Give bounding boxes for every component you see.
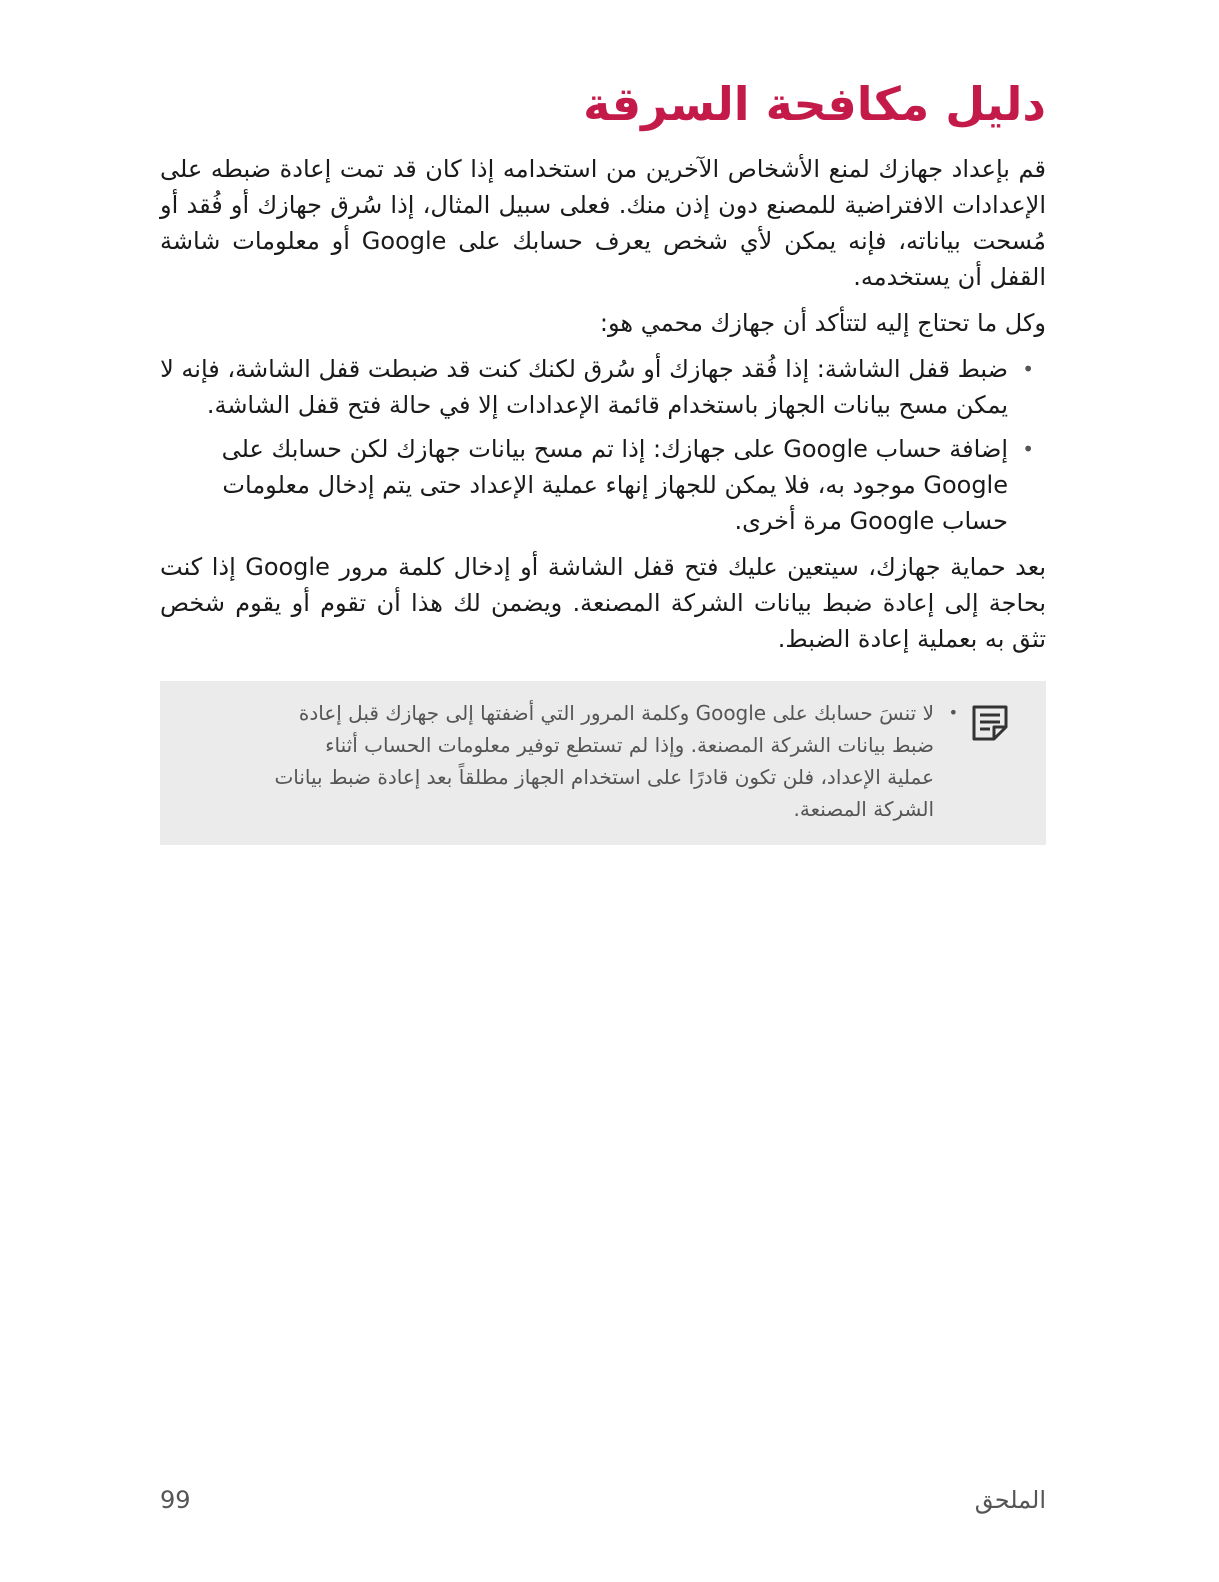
note-box	[160, 681, 1046, 845]
list-item-text: ضبط قفل الشاشة: إذا فُقد جهازك أو سُرق لكنك كنت قد ضبطت قفل الشاشة، فإنه لا يمكن مسح بيانات الجهاز باستخدام قائمة الإعدادات إلا في حالة فتح قفل الشاشة.	[160, 354, 1008, 419]
page-number: 99	[160, 1486, 191, 1514]
note-text: لا تنسَ حسابك على Google وكلمة المرور التي أضفتها إلى جهازك قبل إعادة ضبط بيانات الشركة المصنعة. وإذا لم تستطع توفير معلومات الحساب أثناء عملية الإعداد، فلن تكون قادرًا على استخدام الجهاز مطلقاً بعد إعادة ضبط بيانات الشركة المصنعة.	[274, 700, 934, 821]
page-content	[160, 78, 1046, 845]
page-footer	[160, 1486, 1046, 1526]
list-item	[160, 431, 1034, 539]
page-title: دليل مكافحة السرقة	[583, 77, 1046, 131]
note-list	[272, 697, 1014, 825]
intro-paragraph: قم بإعداد جهازك لمنع الأشخاص الآخرين من استخدامه إذا كان قد تمت إعادة ضبطه على الإعدادات الافتراضية للمصنع دون إذن منك. فعلى سبيل المثال، إذا سُرق جهازك أو فُقد أو مُسحت بياناته، فإنه يمكن لأي شخص يعرف حسابك على Google أو معلومات شاشة القفل أن يستخدمه.	[160, 154, 1046, 291]
requirements-list	[160, 351, 1046, 539]
closing-paragraph: بعد حماية جهازك، سيتعين عليك فتح قفل الشاشة أو إدخال كلمة مرور Google إذا كنت بحاجة إلى إعادة ضبط بيانات الشركة المصنعة. ويضمن لك هذا أن تقوم أو يقوم شخص تثق به بعملية إعادة الضبط.	[160, 552, 1047, 653]
bullet-icon: •	[1022, 436, 1034, 461]
list-item	[160, 351, 1034, 423]
bullet-icon: •	[948, 702, 958, 722]
note-icon	[970, 703, 1010, 743]
footer-section-name: الملحق	[974, 1486, 1046, 1514]
bullet-icon: •	[1022, 356, 1034, 381]
requirements-intro: وكل ما تحتاج إليه لتتأكد أن جهازك محمي هو:	[599, 308, 1046, 337]
note-item	[272, 697, 958, 825]
list-item-text: إضافة حساب Google على جهازك: إذا تم مسح بيانات جهازك لكن حسابك على Google موجود به، فلا يمكن للجهاز إنهاء عملية الإعداد حتى يتم إدخال معلومات حساب Google مرة أخرى.	[221, 434, 1008, 535]
